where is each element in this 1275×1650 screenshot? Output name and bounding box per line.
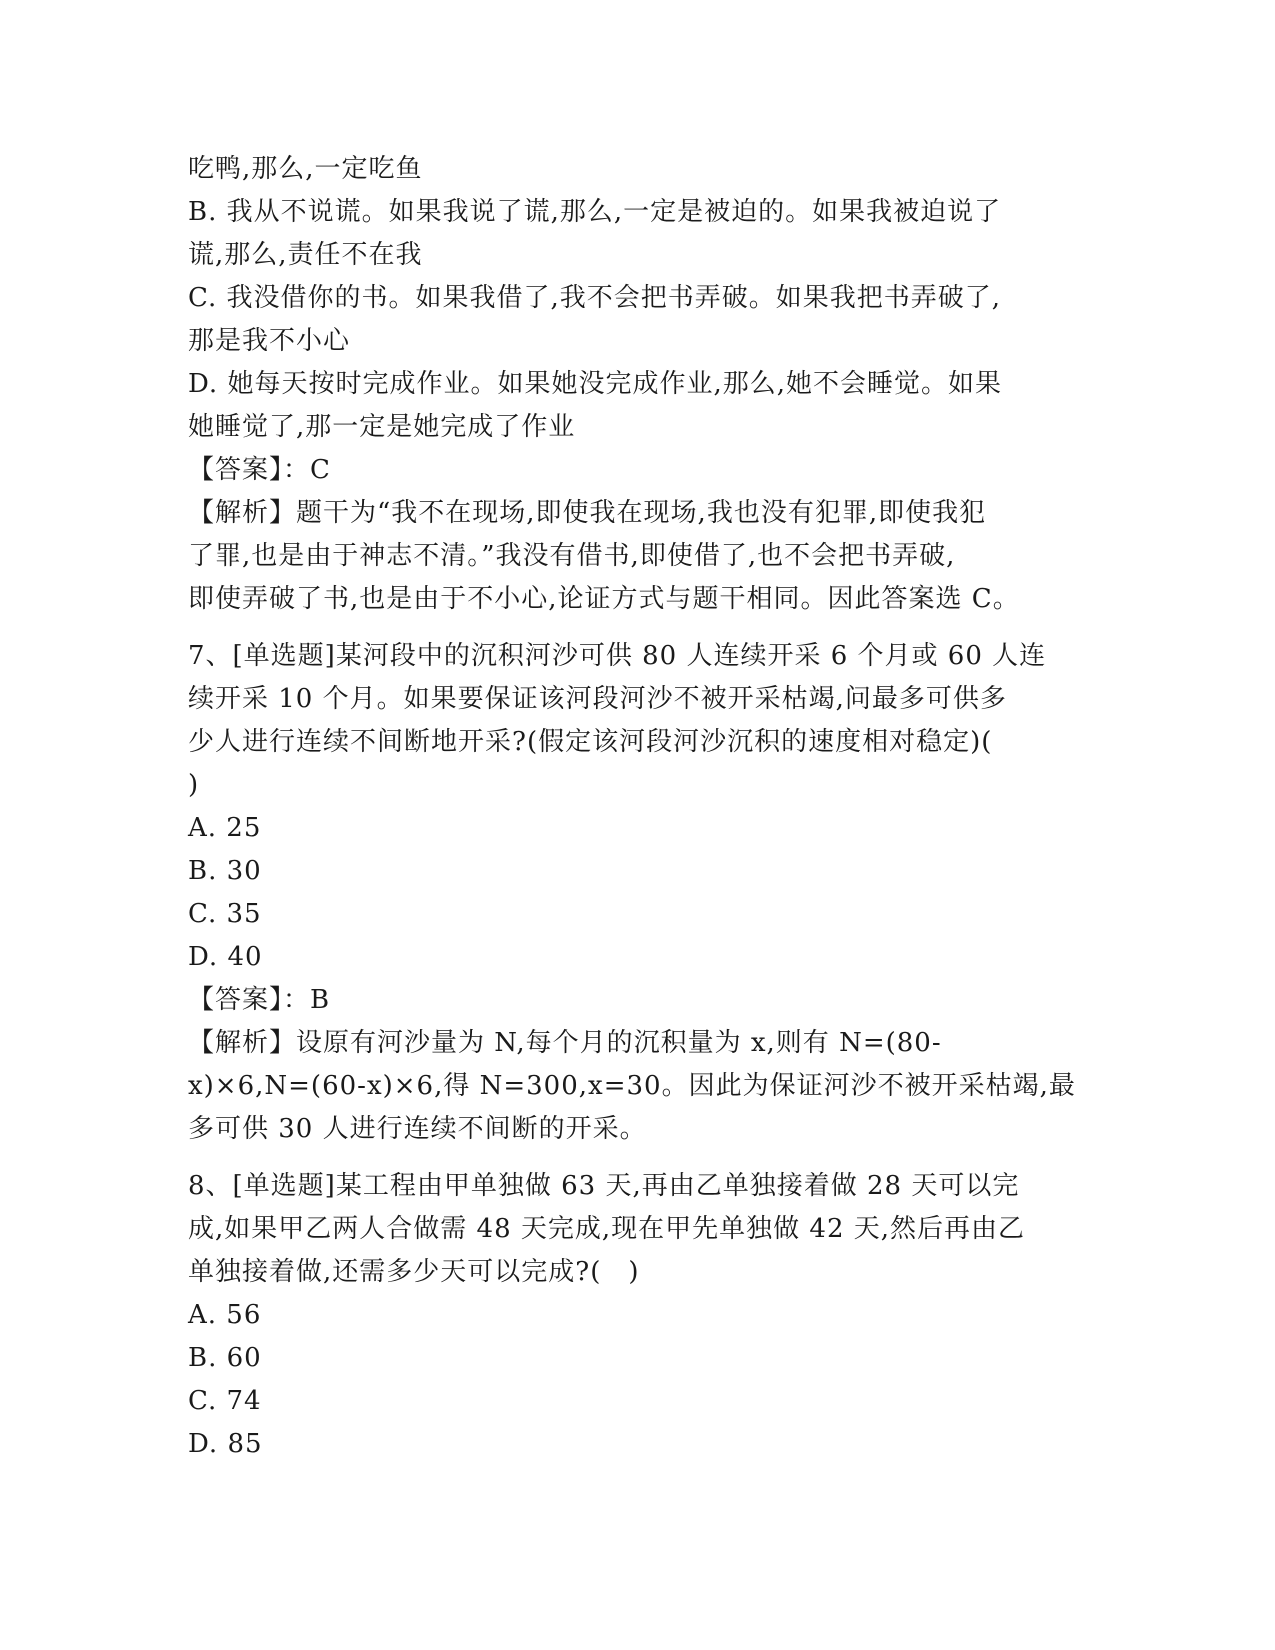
answer-line: 【答案】：C xyxy=(188,455,331,485)
option-b: B. 60 xyxy=(188,1343,262,1373)
question-8 xyxy=(188,1165,1088,1466)
document-page xyxy=(188,148,1088,1466)
question-stem-line-2: 成,如果甲乙两人合做需 48 天完成,现在甲先单独做 42 天,然后再由乙 xyxy=(188,1214,1026,1244)
option-c: C. 35 xyxy=(188,899,262,929)
analysis-line-2: 了罪,也是由于神志不清。”我没有借书,即使借了,也不会把书弄破, xyxy=(188,541,956,571)
question-stem-line-3: 少人进行连续不间断地开采?(假定该河段河沙沉积的速度相对稳定)( xyxy=(188,727,993,757)
answer-line: 【答案】：B xyxy=(188,985,331,1015)
option-c-line-2: 那是我不小心 xyxy=(188,326,351,356)
question-stem-line-4: ) xyxy=(188,770,200,800)
option-c: C. 74 xyxy=(188,1386,262,1416)
question-6-continued xyxy=(188,148,1088,621)
question-stem-line-1: 7、[单选题]某河段中的沉积河沙可供 80 人连续开采 6 个月或 60 人连 xyxy=(188,641,1047,671)
option-d-line-2: 她睡觉了,那一定是她完成了作业 xyxy=(188,412,576,442)
option-d: D. 40 xyxy=(188,942,263,972)
option-b-line-2: 谎,那么,责任不在我 xyxy=(188,240,423,270)
option-a: A. 25 xyxy=(188,813,262,843)
question-stem-line-1: 8、[单选题]某工程由甲单独做 63 天,再由乙单独接着做 28 天可以完 xyxy=(188,1171,1020,1201)
analysis-line-3: 多可供 30 人进行连续不间断的开采。 xyxy=(188,1114,647,1144)
option-c-line-1: C. 我没借你的书。如果我借了,我不会把书弄破。如果我把书弄破了, xyxy=(188,283,1002,313)
analysis-line-1: 【解析】设原有河沙量为 N,每个月的沉积量为 x,则有 N=(80- xyxy=(188,1028,942,1058)
question-stem-line-3: 单独接着做,还需多少天可以完成?( ) xyxy=(188,1257,640,1287)
question-7 xyxy=(188,635,1088,1151)
option-b: B. 30 xyxy=(188,856,262,886)
option-a-tail: 吃鸭,那么,一定吃鱼 xyxy=(188,154,423,184)
analysis-line-2: x)×6,N=(60-x)×6,得 N=300,x=30。因此为保证河沙不被开采枯竭,最 xyxy=(188,1071,1076,1101)
option-b-line-1: B. 我从不说谎。如果我说了谎,那么,一定是被迫的。如果我被迫说了 xyxy=(188,197,1002,227)
option-a: A. 56 xyxy=(188,1300,262,1330)
analysis-line-1: 【解析】题干为“我不在现场,即使我在现场,我也没有犯罪,即使我犯 xyxy=(188,498,987,528)
option-d: D. 85 xyxy=(188,1429,263,1459)
question-stem-line-2: 续开采 10 个月。如果要保证该河段河沙不被开采枯竭,问最多可供多 xyxy=(188,684,1007,714)
analysis-line-3: 即使弄破了书,也是由于不小心,论证方式与题干相同。因此答案选 C。 xyxy=(188,584,1020,614)
option-d-line-1: D. 她每天按时完成作业。如果她没完成作业,那么,她不会睡觉。如果 xyxy=(188,369,1002,399)
